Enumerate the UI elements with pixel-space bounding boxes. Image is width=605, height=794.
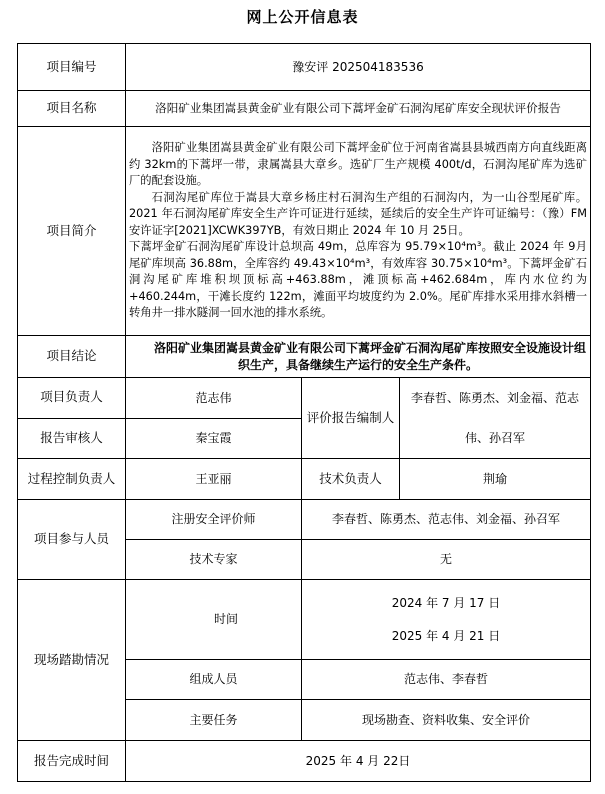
project-name-value: 洛阳矿业集团嵩县黄金矿业有限公司下蒿坪金矿石洞沟尾矿库安全现状评价报告 <box>126 91 591 127</box>
row-project-conclusion <box>18 336 591 378</box>
survey-team-label: 组成人员 <box>126 660 302 700</box>
project-leader-label: 项目负责人 <box>18 378 126 419</box>
report-writers-label: 评价报告编制人 <box>302 378 400 459</box>
project-conclusion-value: 洛阳矿业集团嵩县黄金矿业有限公司下蒿坪金矿石洞沟尾矿库按照安全设施设计组织生产，具备继续生产运行的安全生产条件。 <box>126 336 591 378</box>
process-control-label: 过程控制负责人 <box>18 459 126 500</box>
project-number-label: 项目编号 <box>18 44 126 91</box>
page-title: 网上公开信息表 <box>246 8 359 26</box>
info-table <box>17 43 591 782</box>
row-project-number <box>18 44 591 91</box>
survey-task-label: 主要任务 <box>126 700 302 741</box>
tech-lead-value: 荆瑜 <box>400 459 591 500</box>
tech-experts-value: 无 <box>302 540 591 580</box>
row-process-control <box>18 459 591 500</box>
report-reviewer-label: 报告审核人 <box>18 418 126 459</box>
intro-paragraph-3: 下蒿坪金矿石洞沟尾矿库设计总坝高 49m，总库容为 95.79×10⁴m³。截止 2024 年 9月尾矿库坝高 36.88m，全库容约 49.43×10⁴m³，有效库容 30.75×10⁴m³。下蒿坪金矿石洞沟尾矿库堆积坝顶标高+463.88m，滩顶标高+462.684m，库内水位约为+460.244m，干滩长度约 122m，滩面平均坡度约为 2.0%。尾矿库排水采用排水斜槽一转角井一排水隧洞一回水池的排水系统。 <box>129 240 588 320</box>
registered-evaluators-label: 注册安全评价师 <box>126 500 302 540</box>
participants-label: 项目参与人员 <box>18 500 126 580</box>
survey-team-value: 范志伟、李春哲 <box>302 660 591 700</box>
project-number-value: 豫安评 202504183536 <box>126 44 591 91</box>
project-intro-text <box>126 127 591 336</box>
project-intro-label: 项目简介 <box>18 127 126 336</box>
row-survey-time <box>18 580 591 660</box>
site-survey-label: 现场踏勘情况 <box>18 580 126 741</box>
row-registered-evaluators <box>18 500 591 540</box>
project-name-label: 项目名称 <box>18 91 126 127</box>
report-reviewer-value: 秦宝霞 <box>126 418 302 459</box>
process-control-value: 王亚丽 <box>126 459 302 500</box>
tech-lead-label: 技术负责人 <box>302 459 400 500</box>
project-leader-value: 范志伟 <box>126 378 302 419</box>
report-writers-value: 李春哲、陈勇杰、刘金福、范志伟、孙召军 <box>400 378 591 459</box>
row-project-leader <box>18 378 591 419</box>
survey-time-label: 时间 <box>126 580 302 660</box>
intro-paragraph-1: 洛阳矿业集团嵩县黄金矿业有限公司下蒿坪金矿位于河南省嵩县县城西南方向直线距离约 32km的下蒿坪一带，隶属嵩县大章乡。选矿厂生产规模 400t/d，石洞沟尾矿库为选矿厂的配套设施。 <box>129 141 588 188</box>
survey-date-1: 2024 年 7 月 17 日 <box>391 596 501 611</box>
tech-experts-label: 技术专家 <box>126 540 302 580</box>
intro-paragraph-2: 石洞沟尾矿库位于嵩县大章乡杨庄村石洞沟生产组的石洞沟内，为一山谷型尾矿库。2021 年石洞沟尾矿库安全生产许可证进行延续，延续后的安全生产许可证编号：（豫）FM安许证字[2021]XCWK397YB，有效日期止 2024 年 10 月 25日。 <box>129 190 588 237</box>
project-conclusion-label: 项目结论 <box>18 336 126 378</box>
completion-label: 报告完成时间 <box>18 741 126 782</box>
survey-task-value: 现场勘查、资料收集、安全评价 <box>302 700 591 741</box>
row-completion <box>18 741 591 782</box>
row-project-name <box>18 91 591 127</box>
survey-date-2: 2025 年 4 月 21 日 <box>391 628 501 643</box>
row-project-intro <box>18 127 591 336</box>
completion-value: 2025 年 4 月 22日 <box>126 741 591 782</box>
registered-evaluators-value: 李春哲、陈勇杰、范志伟、刘金福、孙召军 <box>302 500 591 540</box>
survey-dates <box>302 580 591 660</box>
